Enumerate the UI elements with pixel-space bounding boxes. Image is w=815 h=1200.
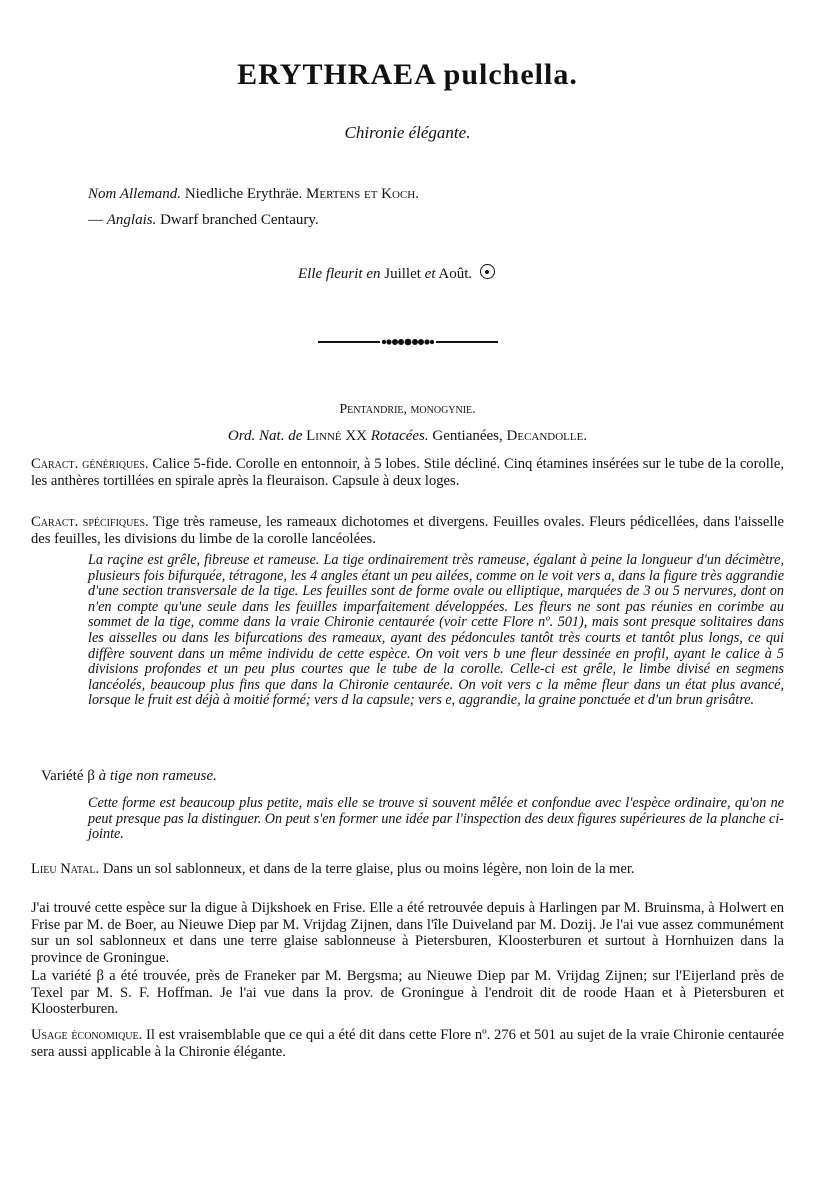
german-name: Niedliche Erythräe.	[184, 186, 303, 202]
flowering-prefix: Elle fleurit en	[298, 266, 381, 282]
habitat-label: Lieu Natal.	[31, 861, 100, 877]
habitat-text: Dans un sol sablonneux, et dans de la terre glaise, plus ou moins légère, non loin de la mer.	[102, 861, 635, 877]
usage-label: Usage économique.	[31, 1027, 143, 1043]
english-name-line	[88, 212, 319, 229]
variety-localities-paragraph: La variété β a été trouvée, près de Franeker par M. Bergsma; au Nieuwe Diep par M. Vrijdag Zijnen; sur l'Eijerland près de Texel par M. S. F. Hoffman. Je l'ai vue dans la prov. de Groningue à l'endroit dit de roode Haan et à Pietersburen et Kloosterburen.	[31, 968, 784, 1017]
class-line: Pentandrie, monogynie.	[339, 402, 476, 417]
localities-paragraph: J'ai trouvé cette espèce sur la digue à Dijkshoek en Frise. Elle a été retrouvée depuis à Harlingen par M. Bruinsma, à Holwert en Frise par M. de Boer, au Nieuwe Diep par M. Vrijdag Zijnen, dans l'île Duiveland par M. Dozij. Je l'ai vue assez communément sur un sol sablonneux et dans une terre glaise sablonneuse à Pietersburen, Kloosterburen et surtout à Hornhuizen dans la province de Groningue.	[31, 900, 784, 966]
habitat-paragraph	[31, 861, 784, 878]
usage-paragraph	[31, 1027, 784, 1060]
usage-text: Il est vraisemblable que ce qui a été dit dans cette Flore nº. 276 et 501 au sujet de la vraie Chironie centaurée sera aussi applicable à la Chironie élégante.	[31, 1027, 784, 1060]
order-name: Rotacées.	[370, 428, 429, 444]
flowering-line	[298, 264, 495, 283]
order-de: de	[288, 428, 303, 444]
flowering-month2: Août.	[438, 266, 473, 282]
ornament-divider	[318, 335, 498, 349]
generic-text: Calice 5-fide. Corolle en entonnoir, à 5 lobes. Stile décliné. Cinq étamines insérées sur le tube de la corolle, les anthères tortillées en spirale après la fleuraison. Capsule à deux loges.	[31, 456, 784, 489]
variety-line	[41, 768, 217, 785]
description-paragraph: La raçine est grêle, fibreuse et rameuse. La tige ordinairement très rameuse, égalant à peine la longueur d'un décimètre, plusieurs fois bifurquée, tétragone, les 4 angles étant un peu ailées, comme on le voit vers a, dans la figure très aggrandie d'une section transversale de la tige. Les feuilles sont de forme ovale ou elliptique, marquées de 3 ou 5 nervures, dont on n'en compte qu'une seule dans les feuilles imparfaitement développées. Les fleurs ne sont pas réunies en corimbe au sommet de la tige, comme dans la vraie Chironie centaurée (voir cette Flore nº. 501), mais sont presque solitaires dans les aisselles ou dans les bifurcations des rameaux, ayant des pédoncules tantôt très courts et tantôt plus longs, ce qui diffère souvent dans un même individu de cette espèce. On voit vers b une fleur dessinée en profil, ayant le calice à 5 divisions profondes et un peu plus courtes que le tube de la corolle. Celle-ci est grêle, le limbe divisé en segmens lancéolés, beaucoup plus fins que dans la Chironie centaurée. On voit vers c la même fleur dans un état plus avancé, lorsque le fruit est déjà à moitié formé; vers d la capsule; vers e, aggrandie, la graine ponctuée et d'un brun grisâtre.	[88, 552, 784, 709]
generic-label: Caract. génériques.	[31, 456, 149, 472]
english-label: Anglais.	[106, 212, 157, 228]
order-number: XX	[345, 428, 367, 444]
order-line	[0, 428, 815, 445]
variety-label: Variété β	[41, 768, 95, 784]
page-subtitle: Chironie élégante.	[344, 123, 471, 142]
specific-label: Caract. spécifiques.	[31, 514, 149, 530]
annual-symbol-icon	[480, 264, 495, 279]
order-label: Ord. Nat.	[227, 428, 285, 444]
generic-characters	[31, 456, 784, 489]
variety-description: Cette forme est beaucoup plus petite, mais elle se trouve si souvent mêlée et confondue avec l'espèce ordinaire, qu'on ne peut presque pas la distinguer. On peut s'en former une idée par l'inspection des deux figures supérieures de la planche ci-jointe.	[88, 795, 785, 843]
english-name: Dwarf branched Centaury.	[160, 212, 319, 228]
family-name: Gentianées,	[432, 428, 503, 444]
german-authors: Mertens et Koch.	[306, 186, 419, 202]
order-author: Linné	[306, 428, 342, 444]
page-title: ERYTHRAEA pulchella.	[237, 58, 578, 91]
german-name-line	[88, 186, 419, 203]
flowering-month: Juillet	[384, 266, 421, 282]
specific-characters	[31, 514, 784, 547]
variety-text: à tige non rameuse.	[98, 768, 217, 784]
family-author: Decandolle.	[506, 428, 588, 444]
specific-text: Tige très rameuse, les rameaux dichotomes et divergens. Feuilles ovales. Fleurs pédicellées, dans l'aisselle des feuilles, les divisions du limbe de la corolle lancéolées.	[31, 514, 784, 547]
english-dash: —	[88, 212, 103, 228]
flowering-et: et	[424, 266, 436, 282]
german-label: Nom Allemand.	[88, 186, 182, 202]
